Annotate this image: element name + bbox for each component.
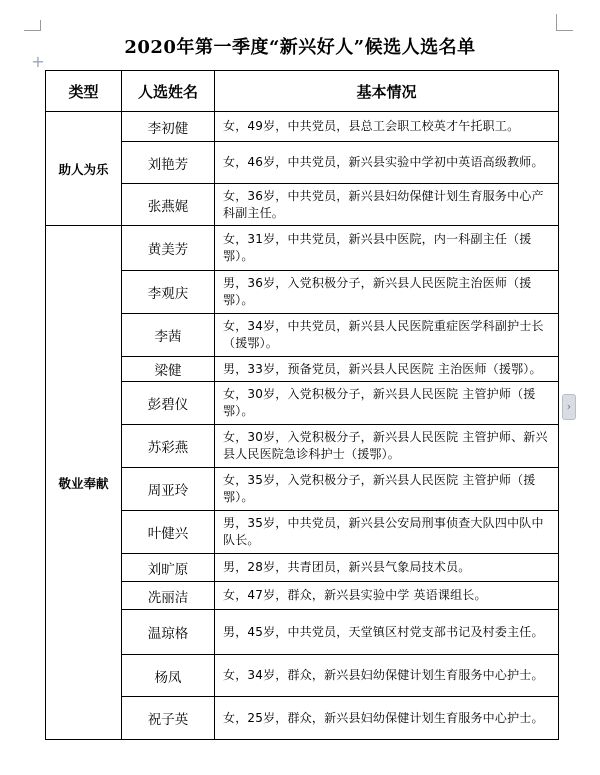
candidate-info: 女，36岁，中共党员，新兴县妇幼保健计划生育服务中心产科副主任。 — [215, 184, 559, 226]
table-row — [46, 610, 559, 655]
table-row — [46, 554, 559, 582]
candidate-name: 祝子英 — [122, 697, 215, 740]
table-row — [46, 382, 559, 425]
table-row — [46, 697, 559, 740]
candidate-info: 女，30岁，入党积极分子，新兴县人民医院 主管护师、新兴县人民医院急诊科护士（援鄂）。 — [215, 425, 559, 468]
candidate-info: 女，46岁，中共党员，新兴县实验中学初中英语高级教师。 — [215, 142, 559, 184]
table-row — [46, 314, 559, 357]
header-category: 类型 — [46, 71, 122, 112]
candidate-info: 女，34岁，群众，新兴县妇幼保健计划生育服务中心护士。 — [215, 655, 559, 697]
candidate-info: 男，33岁，预备党员，新兴县人民医院 主治医师（援鄂）。 — [215, 357, 559, 382]
candidate-name: 冼丽洁 — [122, 582, 215, 610]
table-row — [46, 511, 559, 554]
candidate-info: 女，31岁，中共党员，新兴县中医院，内一科副主任（援鄂）。 — [215, 226, 559, 271]
candidate-info: 女，35岁，入党积极分子，新兴县人民医院 主管护师（援鄂）。 — [215, 468, 559, 511]
table-row — [46, 112, 559, 142]
candidate-info: 女，34岁，中共党员，新兴县人民医院重症医学科副护士长（援鄂）。 — [215, 314, 559, 357]
page-title: 2020年第一季度“新兴好人”候选人选名单 — [124, 37, 476, 58]
candidate-name: 彭碧仪 — [122, 382, 215, 425]
plus-icon[interactable]: + — [31, 52, 45, 71]
candidate-info: 女，49岁，中共党员，县总工会职工校英才午托职工。 — [215, 112, 559, 142]
candidate-name: 杨凤 — [122, 655, 215, 697]
candidate-name: 梁健 — [122, 357, 215, 382]
table-header-row — [46, 71, 559, 112]
header-info: 基本情况 — [215, 71, 559, 112]
candidate-name: 温琼格 — [122, 610, 215, 655]
category-cell: 敬业奉献 — [46, 226, 122, 740]
table-row — [46, 271, 559, 314]
candidate-info: 男，28岁，共青团员，新兴县气象局技术员。 — [215, 554, 559, 582]
candidate-info: 女，47岁，群众，新兴县实验中学 英语课组长。 — [215, 582, 559, 610]
candidate-info: 男，36岁，入党积极分子，新兴县人民医院主治医师（援鄂）。 — [215, 271, 559, 314]
candidate-name: 李茜 — [122, 314, 215, 357]
table-row — [46, 425, 559, 468]
table-row — [46, 582, 559, 610]
candidate-name: 苏彩燕 — [122, 425, 215, 468]
candidate-name: 周亚玲 — [122, 468, 215, 511]
table-row — [46, 142, 559, 184]
table-row — [46, 226, 559, 271]
table-row — [46, 184, 559, 226]
candidate-name: 李初健 — [122, 112, 215, 142]
candidate-name: 李观庆 — [122, 271, 215, 314]
candidate-name: 黄美芳 — [122, 226, 215, 271]
table-row — [46, 357, 559, 382]
header-name: 人选姓名 — [122, 71, 215, 112]
crop-mark-top-right — [556, 14, 573, 31]
candidate-info: 男，35岁，中共党员，新兴县公安局刑事侦查大队四中队中队长。 — [215, 511, 559, 554]
crop-mark-top-left — [24, 20, 41, 31]
candidate-name: 刘艳芳 — [122, 142, 215, 184]
chevron-right-icon[interactable]: › — [562, 394, 576, 420]
candidate-info: 女，30岁，入党积极分子，新兴县人民医院 主管护师（援鄂）。 — [215, 382, 559, 425]
candidate-info: 女，25岁，群众，新兴县妇幼保健计划生育服务中心护士。 — [215, 697, 559, 740]
candidate-info: 男，45岁，中共党员，天堂镇区村党支部书记及村委主任。 — [215, 610, 559, 655]
table-row — [46, 655, 559, 697]
candidate-name: 叶健兴 — [122, 511, 215, 554]
table-row — [46, 468, 559, 511]
candidate-name: 张燕娓 — [122, 184, 215, 226]
category-cell: 助人为乐 — [46, 112, 122, 226]
candidate-name: 刘旷原 — [122, 554, 215, 582]
candidate-table — [45, 70, 559, 740]
